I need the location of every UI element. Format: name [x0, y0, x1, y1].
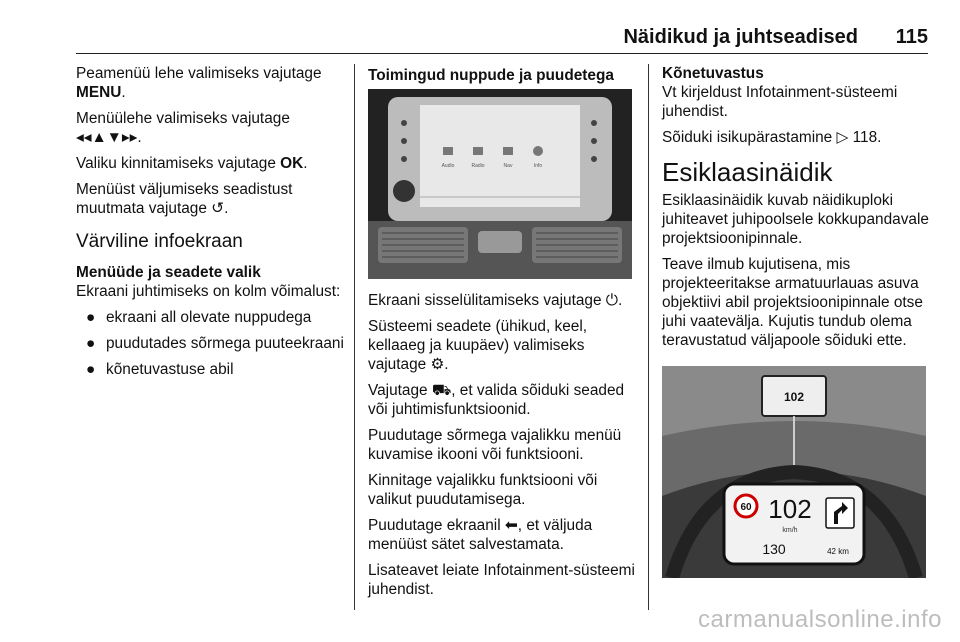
section-heading: Värviline infoekraan: [76, 231, 243, 252]
subsection-heading: Kõnetuvastus: [662, 65, 764, 82]
hud-limit: 60: [740, 502, 752, 513]
paragraph: Lisateavet leiate Infotainment-süsteemi juhendist.: [368, 562, 635, 598]
hazard-button: [478, 231, 522, 253]
infotainment-photo: [368, 89, 632, 279]
paragraph: Teave ilmub kujutisena, mis projekteeritakse armatuurlauas asuva objektiivi abil projektsioonipinnale otse juhi vaatevälja. Kujutis tundub olema teravustatud väljapoole sõiduki ette.: [662, 256, 923, 349]
page-header: [76, 20, 928, 54]
infotainment-illustration: [368, 89, 632, 279]
screen-label: Radio: [471, 163, 485, 169]
power-knob-icon: [393, 180, 415, 202]
bullet-icon: ●: [86, 361, 96, 378]
list-item-text: puudutades sõrmega puuteekraani: [106, 335, 344, 352]
paragraph: Sõiduki isikupärastamine ▷ 118.: [662, 129, 882, 146]
watermark: carmanualsonline.info: [698, 606, 942, 633]
hud-distance: 42 km: [827, 547, 849, 556]
head-up-display-photo: [662, 366, 926, 578]
list-item-text: kõnetuvastuse abil: [106, 361, 234, 378]
paragraph: Puudutage sõrmega vajalikku menüü kuvamise ikooni või funktsiooni.: [368, 427, 622, 463]
bullet-icon: ●: [86, 309, 96, 326]
column-3: [662, 64, 930, 578]
paragraph: Menüüst väljumiseks seadistust muutmata vajutage ↺.: [76, 181, 293, 217]
column-1: [76, 64, 346, 386]
paragraph: Puudutage ekraanil ⬅, et väljuda menüüst sätet salvestamata.: [368, 517, 593, 553]
text: .: [121, 84, 126, 101]
ok-keyword: OK: [280, 155, 304, 172]
menu-keyword: MENU: [76, 84, 122, 101]
list-item: [76, 360, 346, 379]
section-heading: Esiklaasinäidik: [662, 157, 833, 187]
hud-cruise: 130: [762, 541, 786, 557]
nav-arrow-icon: [826, 498, 854, 528]
text: Peamenüü lehe valimiseks vajutage: [76, 65, 322, 82]
subsection-heading: Toimingud nuppude ja puudetega: [368, 67, 614, 84]
hud-small-speed: 102: [783, 390, 805, 404]
touch-screen: [420, 105, 580, 207]
list-item: [76, 308, 346, 327]
screen-label: Info: [533, 163, 543, 169]
hud-illustration: [662, 366, 926, 578]
list-item-text: ekraani all olevate nuppudega: [106, 309, 312, 326]
list-item: [76, 334, 346, 353]
paragraph: Ekraani sisselülitamiseks vajutage ⏻.: [368, 292, 623, 309]
paragraph: Vt kirjeldust Infotainment-süsteemi juhendist.: [662, 84, 898, 120]
paragraph: Ekraani juhtimiseks on kolm võimalust:: [76, 283, 341, 300]
bullet-icon: ●: [86, 335, 96, 352]
subsection-heading: Menüüde ja seadete valik: [76, 264, 261, 281]
column-divider: [648, 64, 649, 610]
paragraph: Vajutage ⛟, et valida sõiduki seaded või juhtimisfunktsioonid.: [368, 382, 625, 418]
hud-speed: 102: [768, 494, 812, 524]
screen-label: Audio: [441, 163, 455, 169]
arrow-symbols-icon: ◂◂▲▼▸▸.: [76, 129, 142, 146]
page-number: 115: [895, 26, 928, 48]
hud-unit: km/h: [782, 527, 798, 534]
column-divider: [354, 64, 355, 610]
paragraph: [76, 109, 346, 147]
text: Menüülehe valimiseks vajutage: [76, 110, 290, 127]
page-title: Näidikud ja juhtseadised: [623, 26, 858, 48]
paragraph: Esiklaasinäidik kuvab näidikuploki juhiteavet juhipoolsele kokkupandavale projektsioonipinnale.: [662, 192, 929, 247]
paragraph: [76, 64, 346, 102]
screen-label: Nav: [503, 163, 513, 169]
paragraph: Kinnitage vajalikku funktsiooni või valikut puudutamisega.: [368, 472, 598, 508]
paragraph: Süsteemi seadete (ühikud, keel, kellaaeg ja kuupäev) valimiseks vajutage ⚙.: [368, 318, 588, 373]
text: .: [303, 155, 308, 172]
column-2: [368, 64, 636, 606]
paragraph: [76, 154, 346, 173]
text: Valiku kinnitamiseks vajutage: [76, 155, 281, 172]
